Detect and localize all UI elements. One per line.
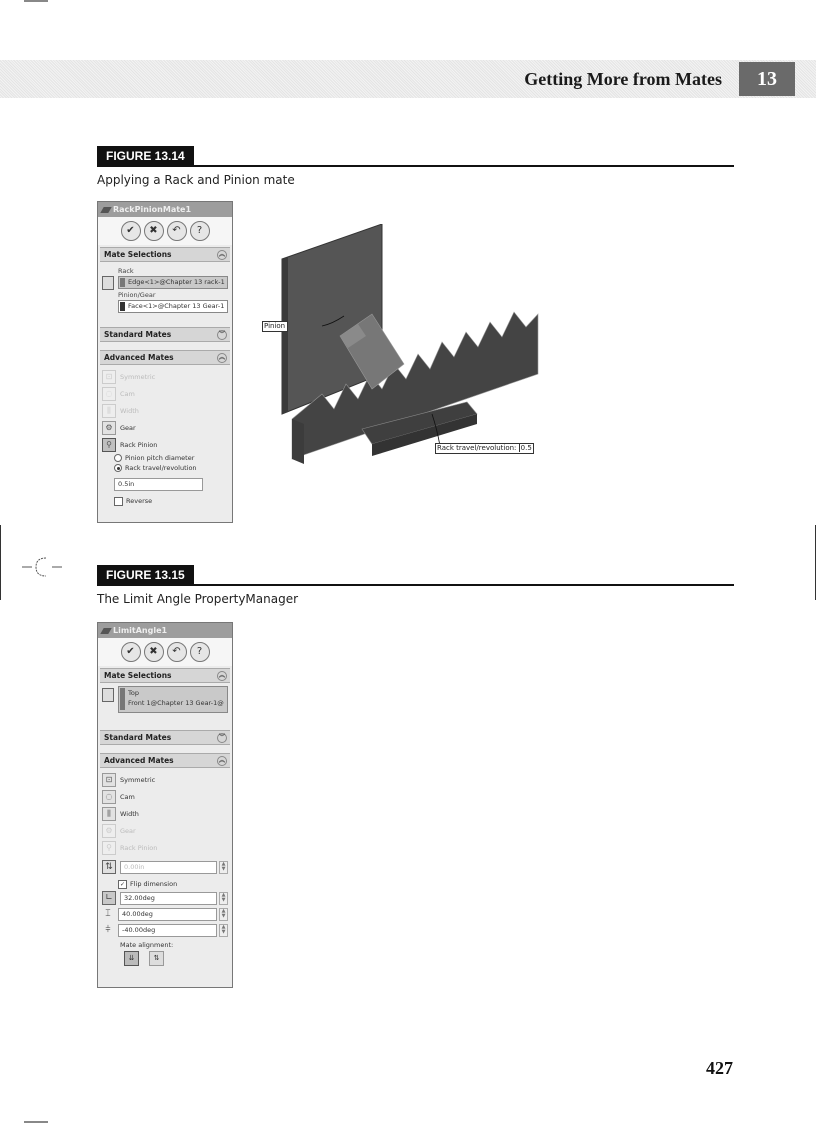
rack-pinion-model-image: [262, 224, 552, 474]
property-manager-title: LimitAngle1: [113, 626, 168, 635]
figure-13-15-caption: The Limit Angle PropertyManager: [97, 592, 299, 606]
ratio-spinner[interactable]: ▲ ▼: [219, 861, 228, 874]
mate-option-symmetric[interactable]: [102, 368, 228, 385]
min-angle-spinner[interactable]: ▲ ▼: [219, 924, 228, 937]
page-number: 427: [706, 1058, 733, 1078]
expand-chevron-icon[interactable]: ︾: [218, 331, 225, 338]
ratio-row: [102, 859, 228, 875]
mate-alignment-buttons: [124, 951, 228, 966]
cancel-button[interactable]: ✖: [144, 642, 164, 662]
mate-option-label: Cam: [120, 792, 135, 801]
mate-option-label: Cam: [120, 389, 135, 398]
rack-pinion-icon: ⚲: [102, 841, 116, 855]
pinion-callout-tag: Pinion: [262, 321, 288, 332]
standard-mates-header[interactable]: [100, 327, 230, 342]
advanced-mates-header[interactable]: [100, 753, 230, 768]
min-angle-row: [102, 922, 228, 938]
rack-pinion-icon: ⚲: [102, 438, 116, 452]
rack-travel-callout-value[interactable]: 0.5: [520, 444, 532, 452]
section-title: Mate Selections: [104, 250, 172, 259]
mate-pencil-icon: [100, 628, 111, 634]
mate-option-label: Gear: [120, 423, 136, 432]
selection-item[interactable]: Front 1@Chapter 13 Gear-1@: [128, 699, 224, 707]
reverse-label: Reverse: [126, 497, 153, 505]
collapse-chevron-icon[interactable]: ︽: [218, 251, 225, 258]
selection-color-swatch: [120, 278, 125, 287]
min-value-icon: ⫩: [105, 925, 111, 935]
selection-color-swatch: [120, 688, 125, 710]
reverse-checkbox-row[interactable]: [114, 495, 228, 507]
width-icon: ⫼: [102, 807, 116, 821]
radio-rack-travel-revolution[interactable]: [114, 463, 228, 473]
figure-13-15-rule: [97, 584, 734, 586]
registration-mark-icon: [22, 552, 62, 582]
mate-pencil-icon: [100, 207, 111, 213]
angle-row: [102, 890, 228, 906]
aligned-icon[interactable]: ⇊: [124, 951, 139, 966]
section-title: Standard Mates: [104, 733, 172, 742]
radio-pinion-pitch-diameter[interactable]: [114, 453, 228, 463]
rack-label: Rack: [118, 267, 134, 275]
mate-selections-body: [98, 683, 232, 728]
rack-selection-value: Edge<1>@Chapter 13 rack-1: [128, 278, 225, 286]
max-angle-row: [102, 906, 228, 922]
cam-icon: ◌: [102, 790, 116, 804]
angle-icon: ∟: [102, 891, 116, 905]
radio-button[interactable]: [114, 464, 122, 472]
max-angle-spinner[interactable]: ▲ ▼: [219, 908, 228, 921]
flip-dimension-row[interactable]: [118, 878, 228, 890]
cam-icon: ◌: [102, 387, 116, 401]
figure-13-14-rule: [97, 165, 734, 167]
property-manager-title: RackPinionMate1: [113, 205, 192, 214]
min-angle-input[interactable]: -40.00deg: [118, 924, 217, 937]
mate-option-label: Width: [120, 406, 139, 415]
flip-dimension-label: Flip dimension: [130, 880, 178, 888]
mate-option-cam[interactable]: [102, 788, 228, 805]
ok-button[interactable]: ✔: [121, 642, 141, 662]
flip-dimension-checkbox[interactable]: ✓: [119, 880, 126, 888]
selection-color-swatch: [120, 302, 125, 311]
collapse-chevron-icon[interactable]: ︽: [218, 672, 225, 679]
rack-pinion-property-manager: [97, 201, 233, 523]
section-title: Advanced Mates: [104, 756, 174, 765]
property-manager-title-bar: [98, 202, 232, 217]
width-icon: ⫼: [102, 404, 116, 418]
rack-travel-value-input[interactable]: 0.5in: [114, 478, 203, 491]
mate-option-rack-pinion[interactable]: [102, 436, 228, 453]
selection-item[interactable]: Top: [128, 689, 139, 697]
max-angle-input[interactable]: 40.00deg: [118, 908, 217, 921]
advanced-mates-body: [98, 365, 232, 511]
pinion-label: Pinion/Gear: [118, 291, 156, 299]
mate-selections-header[interactable]: [100, 668, 230, 683]
angle-spinner[interactable]: ▲ ▼: [219, 892, 228, 905]
rack-travel-callout-tag: [435, 443, 534, 454]
reverse-checkbox[interactable]: [114, 497, 123, 506]
figure-13-14-caption: Applying a Rack and Pinion mate: [97, 173, 295, 187]
collapse-chevron-icon[interactable]: ︽: [218, 354, 225, 361]
undo-button[interactable]: ↶: [167, 221, 187, 241]
cancel-button[interactable]: ✖: [144, 221, 164, 241]
rack-travel-callout-label: Rack travel/revolution:: [437, 444, 517, 452]
symmetric-icon: ⊡: [102, 773, 116, 787]
advanced-mates-header[interactable]: [100, 350, 230, 365]
help-button[interactable]: ?: [190, 221, 210, 241]
radio-label: Pinion pitch diameter: [125, 454, 195, 462]
collapse-chevron-icon[interactable]: ︽: [218, 757, 225, 764]
anti-aligned-icon[interactable]: ⇅: [149, 951, 164, 966]
limit-angle-property-manager: [97, 622, 233, 988]
mate-option-label: Rack Pinion: [120, 843, 158, 852]
pinion-selection-value: Face<1>@Chapter 13 Gear-1: [128, 302, 225, 310]
help-button[interactable]: ?: [190, 642, 210, 662]
section-title: Advanced Mates: [104, 353, 174, 362]
symmetric-icon: ⊡: [102, 370, 116, 384]
mate-option-label: Gear: [120, 826, 136, 835]
undo-button[interactable]: ↶: [167, 642, 187, 662]
mate-option-symmetric[interactable]: [102, 771, 228, 788]
radio-button[interactable]: [114, 454, 122, 462]
ratio-input[interactable]: 0.00in: [120, 861, 217, 874]
mate-selection-icon: [102, 276, 114, 290]
pinion-selection-field[interactable]: [118, 300, 228, 313]
section-title: Mate Selections: [104, 671, 172, 680]
mate-option-width[interactable]: [102, 805, 228, 822]
ok-button[interactable]: ✔: [121, 221, 141, 241]
expand-chevron-icon[interactable]: ︾: [218, 734, 225, 741]
figure-13-15-label: FIGURE 13.15: [97, 565, 194, 585]
mate-selections-header[interactable]: [100, 247, 230, 262]
radio-label: Rack travel/revolution: [125, 464, 197, 472]
mate-alignment-label: Mate alignment:: [120, 941, 174, 949]
mate-selection-icon: [102, 688, 114, 702]
action-buttons: [98, 217, 232, 245]
mate-option-width[interactable]: [102, 402, 228, 419]
mate-option-label: Rack Pinion: [120, 440, 158, 449]
crop-mark-top: [24, 0, 48, 2]
mate-selections-body: [98, 262, 232, 325]
mate-option-cam[interactable]: [102, 385, 228, 402]
mate-option-rack-pinion[interactable]: [102, 839, 228, 856]
mate-option-label: Symmetric: [120, 372, 156, 381]
section-title: Standard Mates: [104, 330, 172, 339]
gear-icon: ⚙: [102, 824, 116, 838]
max-value-icon: ⌶: [105, 909, 111, 919]
running-header-title: Getting More from Mates: [524, 69, 722, 89]
figure-13-14-label: FIGURE 13.14: [97, 146, 194, 166]
mate-option-label: Symmetric: [120, 775, 156, 784]
mate-option-gear[interactable]: [102, 822, 228, 839]
angle-input[interactable]: 32.00deg: [120, 892, 217, 905]
left-margin-rule: [0, 525, 1, 600]
gear-icon: ⚙: [102, 421, 116, 435]
advanced-mates-body: [98, 768, 232, 970]
rack-selection-field[interactable]: [118, 276, 228, 289]
standard-mates-header[interactable]: [100, 730, 230, 745]
mate-option-gear[interactable]: [102, 419, 228, 436]
mate-option-label: Width: [120, 809, 139, 818]
action-buttons: [98, 638, 232, 666]
mate-selections-list[interactable]: [118, 686, 228, 713]
property-manager-title-bar: [98, 623, 232, 638]
chapter-number-box: 13: [739, 62, 795, 96]
ratio-icon: ⇅: [102, 860, 116, 874]
